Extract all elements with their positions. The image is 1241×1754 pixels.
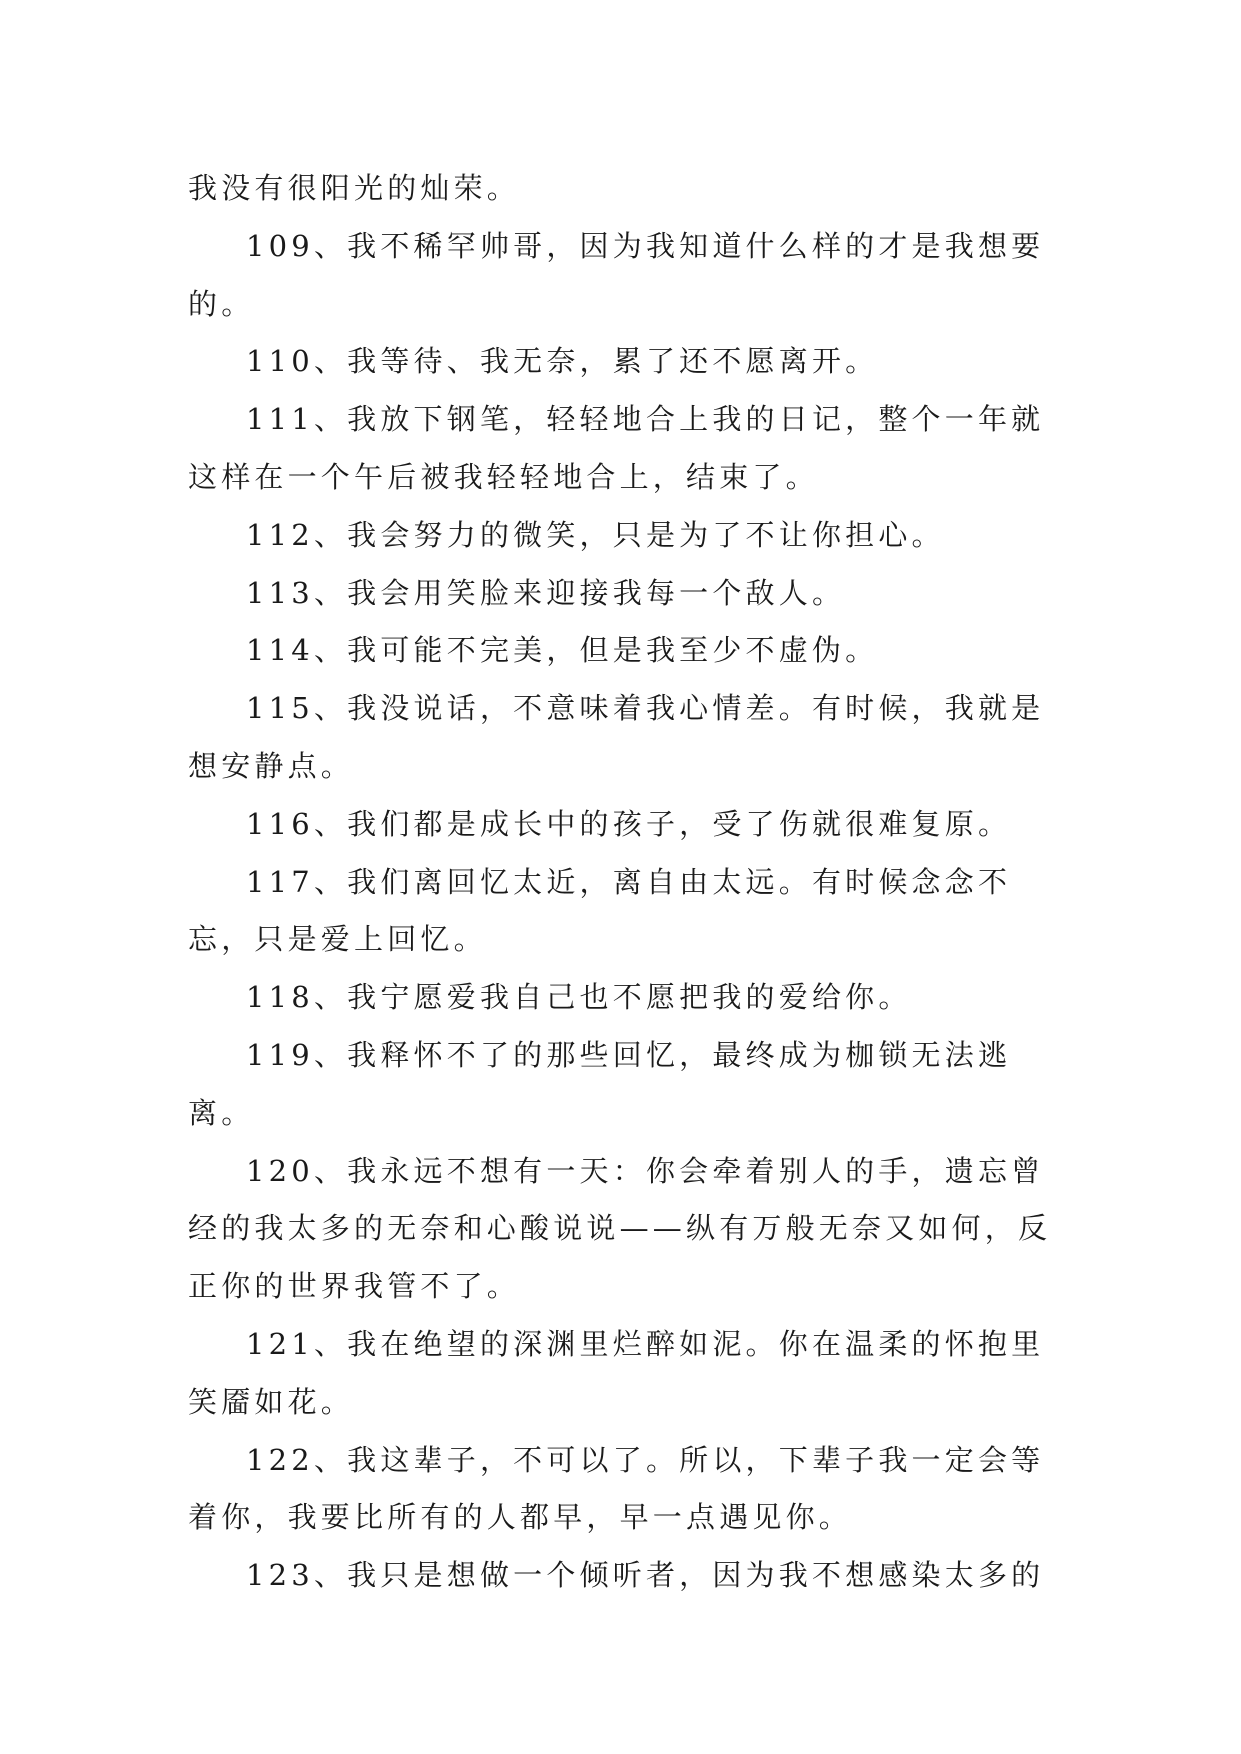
- paragraph-108-tail: 我没有很阳光的灿荣。: [188, 171, 521, 205]
- paragraph-117: 117、我们离回忆太近，离自由太远。有时候念念不忘，只是爱上回忆。: [188, 864, 1012, 957]
- paragraph-109: 109、我不稀罕帅哥，因为我知道什么样的才是我想要的。: [188, 228, 1045, 321]
- paragraph-115: 115、我没说话，不意味着我心情差。有时候，我就是想安静点。: [188, 691, 1045, 783]
- paragraph-116: 116、我们都是成长中的孩子，受了伤就很难复原。: [246, 806, 1012, 841]
- paragraph-120: 120、我永远不想有一天：你会牵着别人的手，遗忘曾经的我太多的无奈和心酸说说——纵有万般无奈又如何，反正你的世界我管不了。: [188, 1153, 1052, 1304]
- paragraph-113: 113、我会用笑脸来迎接我每一个敌人。: [246, 575, 846, 610]
- paragraph-119: 119、我释怀不了的那些回忆，最终成为枷锁无法逃离。: [188, 1037, 1012, 1130]
- paragraph-118: 118、我宁愿爱我自己也不愿把我的爱给你。: [246, 980, 912, 1015]
- paragraph-123: 123、我只是想做一个倾听者，因为我不想感染太多的: [246, 1558, 1045, 1593]
- document-body: [188, 160, 1058, 1605]
- paragraph-122: 122、我这辈子，不可以了。所以，下辈子我一定会等着你，我要比所有的人都早，早一点遇见你。: [188, 1442, 1045, 1535]
- paragraph-114: 114、我可能不完美，但是我至少不虚伪。: [246, 633, 879, 668]
- paragraph-110: 110、我等待、我无奈，累了还不愿离开。: [246, 344, 879, 379]
- paragraph-112: 112、我会努力的微笑，只是为了不让你担心。: [246, 517, 945, 552]
- paragraph-111: 111、我放下钢笔，轻轻地合上我的日记，整个一年就这样在一个午后被我轻轻地合上，结束了。: [188, 402, 1045, 494]
- paragraph-121: 121、我在绝望的深渊里烂醉如泥。你在温柔的怀抱里笑靥如花。: [188, 1326, 1045, 1419]
